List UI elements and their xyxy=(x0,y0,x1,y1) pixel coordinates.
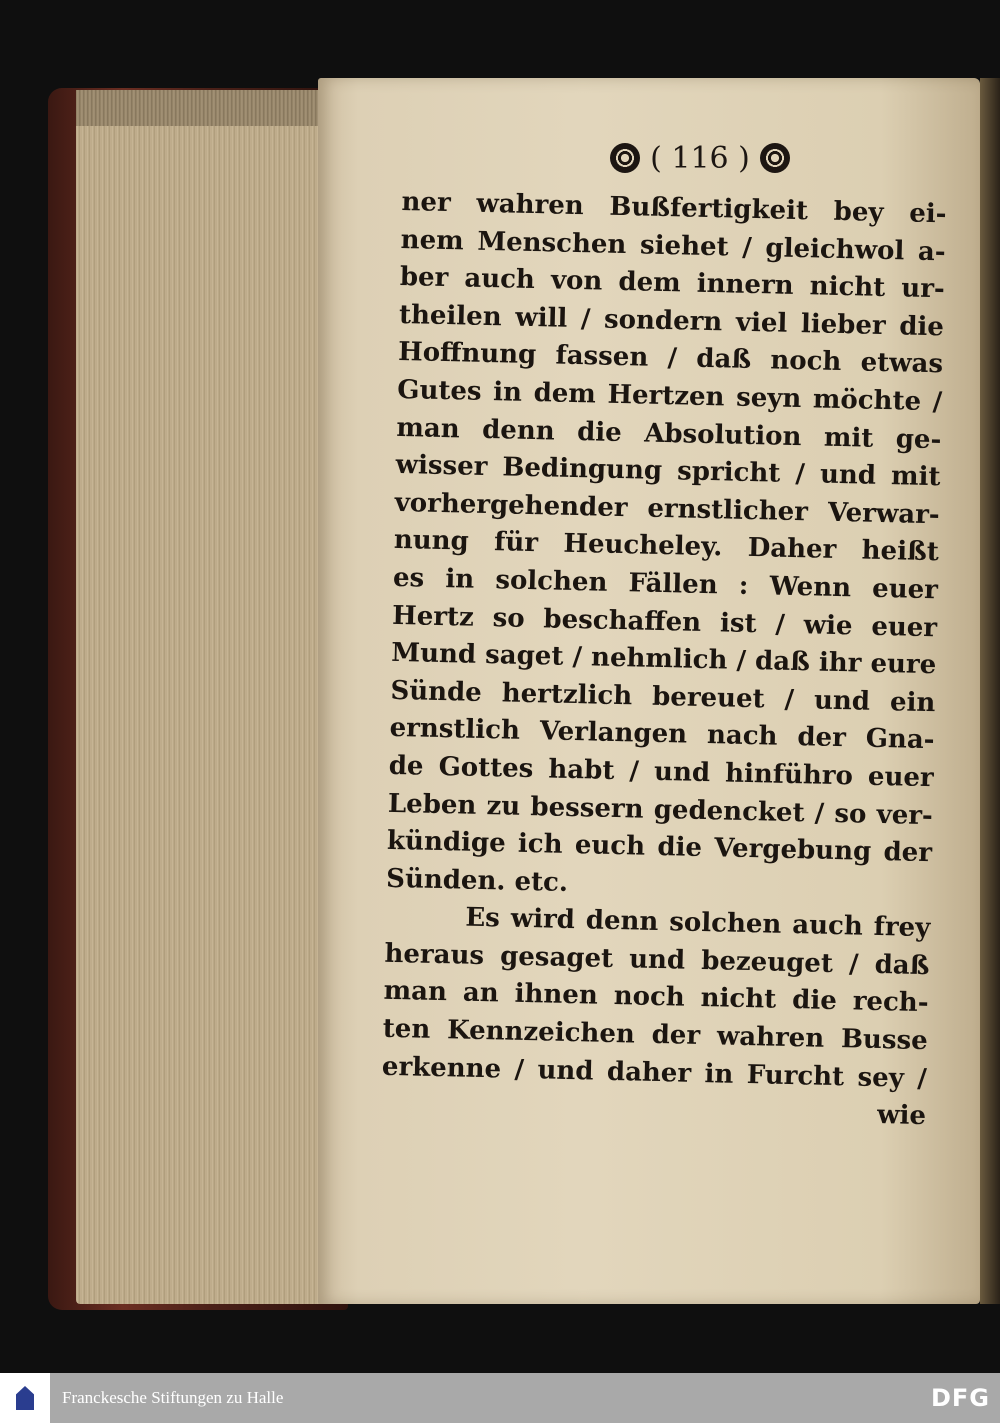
text-line: man denn die Absolution mit ge- xyxy=(396,412,942,455)
text-line: Hoffnung fassen / daß noch etwas xyxy=(397,337,944,380)
page-number: ( 116 ) xyxy=(650,140,750,176)
facing-page-edge xyxy=(980,78,1000,1304)
page-edges xyxy=(76,92,338,1304)
text-line: es in solchen Fällen : Wenn euer xyxy=(392,562,939,606)
page-text xyxy=(381,184,947,1136)
text-line: Hertz so beschaffen ist / wie euer xyxy=(391,600,938,643)
text-line: Mund saget / nehmlich / daß ihr eure xyxy=(391,638,937,681)
text-line: ten Kennzeichen der wahren Busse xyxy=(382,1013,929,1057)
viewer-footer xyxy=(0,1373,1000,1423)
institution-name[interactable]: Franckesche Stiftungen zu Halle xyxy=(62,1388,284,1407)
franckesche-logo[interactable] xyxy=(0,1373,50,1423)
text-line: ber auch von dem innern nicht ur- xyxy=(399,262,946,305)
text-line: heraus gesaget und bezeuget / daß xyxy=(384,938,930,982)
building-icon xyxy=(16,1386,34,1410)
text-line: ernstlich Verlangen nach der Gna- xyxy=(389,713,935,756)
rosette-ornament-icon xyxy=(760,143,790,173)
text-line: kündige ich euch die Vergebung der xyxy=(386,825,933,869)
dfg-logo[interactable]: DFG xyxy=(930,1384,990,1412)
page-edges-top xyxy=(76,90,338,126)
text-line: Es wird denn solchen auch frey xyxy=(465,902,931,944)
text-line: ner wahren Bußfertigkeit bey ei- xyxy=(401,186,947,230)
text-line: Leben zu bessern gedencket / so ver- xyxy=(387,788,934,831)
text-line: erkenne / und daher in Furcht sey / xyxy=(381,1051,928,1094)
text-line: Gutes in dem Hertzen seyn möchte / xyxy=(396,374,943,418)
text-line: Sünden. etc. xyxy=(385,863,569,898)
text-line: Sünde hertzlich bereuet / und ein xyxy=(390,675,936,718)
text-line: vorhergehender ernstlicher Verwar- xyxy=(394,487,940,531)
text-line: wisser Bedingung spricht / und mit xyxy=(395,450,941,493)
page-header xyxy=(595,136,805,180)
rosette-ornament-icon xyxy=(610,143,640,173)
text-line: man an ihnen noch nicht die rech- xyxy=(383,976,929,1019)
text-line: nem Menschen siehet / gleichwol a- xyxy=(400,224,946,267)
text-line: de Gottes habt / und hinführo euer xyxy=(388,750,934,794)
text-line: theilen will / sondern viel lieber die xyxy=(398,299,945,343)
catchword: wie xyxy=(876,1100,927,1132)
text-line: nung für Heucheley. Daher heißt xyxy=(393,525,940,568)
